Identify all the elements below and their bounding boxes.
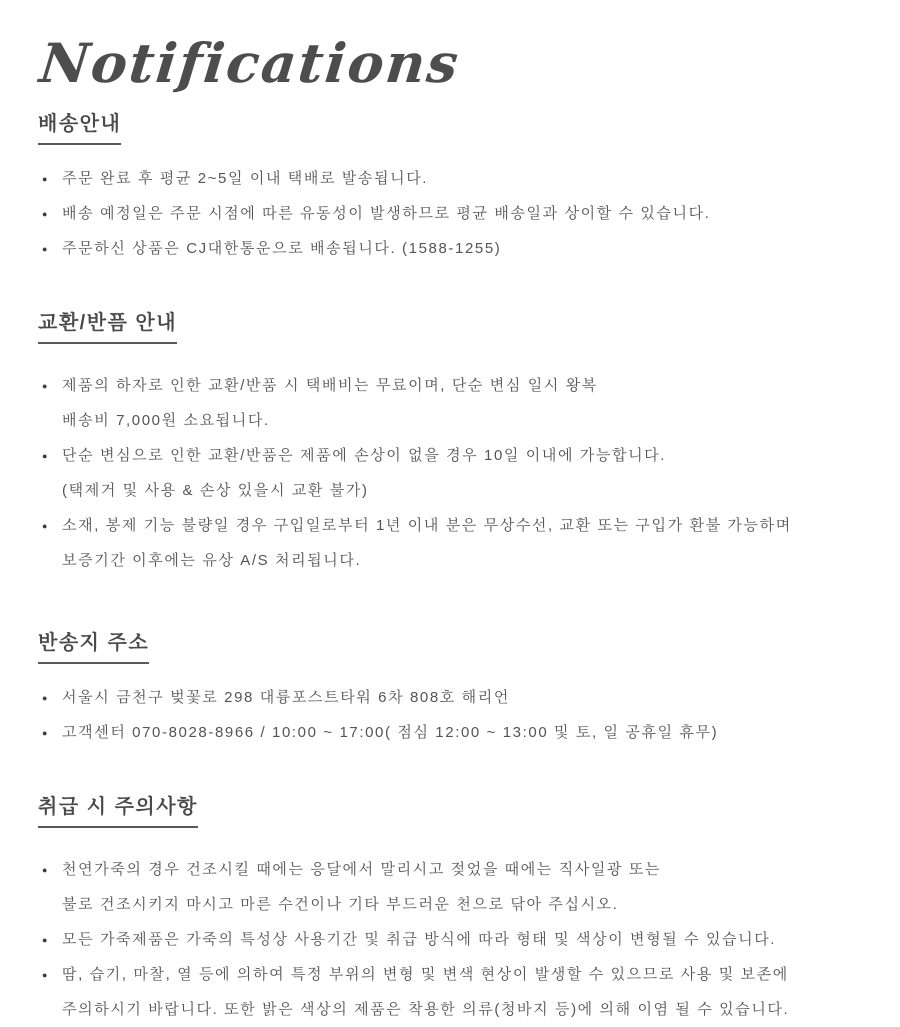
section-heading-shipping: 배송안내: [38, 107, 121, 145]
shipping-list: [38, 169, 862, 258]
list-item: [38, 688, 862, 707]
section-return-address: [38, 626, 862, 742]
notice-line: 고객센터 070-8028-8966 / 10:00 ~ 17:00( 점심 12:00 ~ 13:00 및 토, 일 공휴일 휴무): [62, 724, 719, 742]
list-item: [38, 239, 862, 258]
bullet-icon: ●: [42, 693, 50, 704]
bullet-icon: ●: [42, 935, 50, 946]
notice-line-continued: (택제거 및 사용 & 손상 있을시 교환 불가): [62, 482, 369, 500]
list-item: [38, 368, 862, 438]
notice-line: 주문하신 상품은 CJ대한통운으로 배송됩니다. (1588-1255): [62, 240, 502, 258]
section-handling-precautions: [38, 790, 862, 1027]
section-exchange-return: [38, 306, 862, 578]
page-title: Notifications: [36, 31, 464, 95]
bullet-icon: ●: [42, 209, 50, 220]
notice-line: 소재, 봉제 기능 불량일 경우 구입일로부터 1년 이내 분은 무상수선, 교환 또는 구입가 환불 가능하며: [62, 517, 792, 535]
notice-line-continued: 보증기간 이후에는 유상 A/S 처리됩니다.: [62, 552, 362, 570]
bullet-icon: ●: [42, 728, 50, 739]
handling-precautions-list: [38, 852, 862, 1027]
section-heading-handling-precautions: 취급 시 주의사항: [38, 790, 198, 828]
list-item: [38, 169, 862, 188]
notice-line: 주문 완료 후 평균 2~5일 이내 택배로 발송됩니다.: [62, 170, 429, 188]
bullet-icon: ●: [42, 174, 50, 185]
notice-line-continued: 배송비 7,000원 소요됩니다.: [62, 412, 270, 430]
list-item: [38, 852, 862, 922]
exchange-return-list: [38, 368, 862, 578]
section-shipping: [38, 107, 862, 258]
list-item: [38, 957, 862, 1027]
bullet-icon: ●: [42, 451, 50, 462]
list-item: [38, 723, 862, 742]
notice-line-continued: 주의하시기 바랍니다. 또한 밝은 색상의 제품은 착용한 의류(청바지 등)에 의해 이염 될 수 있습니다.: [62, 1001, 790, 1019]
bullet-icon: ●: [42, 865, 50, 876]
notice-line: 서울시 금천구 벚꽃로 298 대륭포스트타워 6차 808호 해리언: [62, 689, 510, 707]
list-item: [38, 438, 862, 508]
list-item: [38, 508, 862, 578]
notice-line: 천연가죽의 경우 건조시킬 때에는 응달에서 말리시고 젖었을 때에는 직사일광 또는: [62, 861, 662, 879]
notice-line: 모든 가죽제품은 가죽의 특성상 사용기간 및 취급 방식에 따라 형태 및 색상이 변형될 수 있습니다.: [62, 931, 777, 949]
notice-line: 제품의 하자로 인한 교환/반품 시 택배비는 무료이며, 단순 변심 일시 왕복: [62, 377, 598, 395]
notice-line-continued: 불로 건조시키지 마시고 마른 수건이나 기타 부드러운 천으로 닦아 주십시오.: [62, 896, 619, 914]
list-item: [38, 204, 862, 223]
return-address-list: [38, 688, 862, 742]
bullet-icon: ●: [42, 970, 50, 981]
bullet-icon: ●: [42, 521, 50, 532]
notice-line: 배송 예정일은 주문 시점에 따른 유동성이 발생하므로 평균 배송일과 상이할 수 있습니다.: [62, 205, 711, 223]
notice-line: 땀, 습기, 마찰, 열 등에 의하여 특정 부위의 변형 및 변색 현상이 발생할 수 있으므로 사용 및 보존에: [62, 966, 789, 984]
section-heading-exchange-return: 교환/반픔 안내: [38, 306, 177, 344]
notice-line: 단순 변심으로 인한 교환/반품은 제품에 손상이 없을 경우 10일 이내에 가능합니다.: [62, 447, 667, 465]
bullet-icon: ●: [42, 244, 50, 255]
bullet-icon: ●: [42, 381, 50, 392]
list-item: [38, 922, 862, 957]
section-heading-return-address: 반송지 주소: [38, 626, 149, 664]
